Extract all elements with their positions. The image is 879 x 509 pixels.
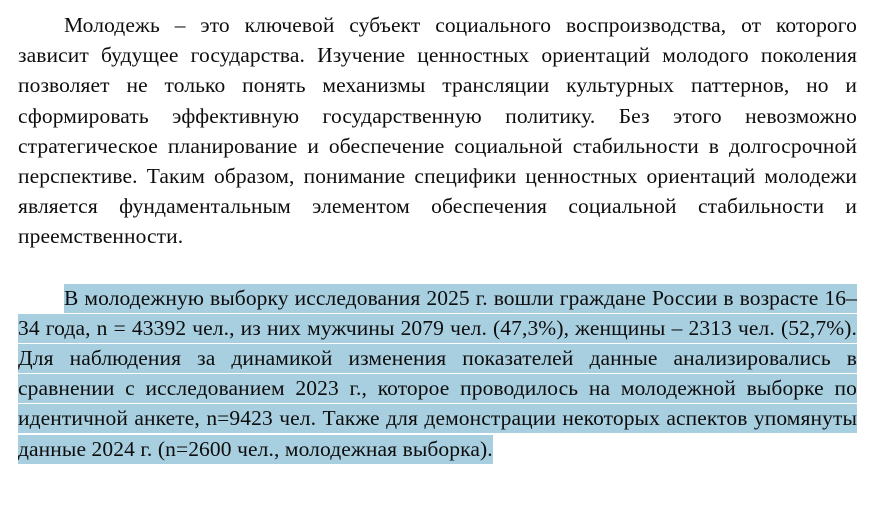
paragraph-text: Молодежь – это ключевой субъект социального воспроизводства, от которого зависит будущее государства. Изучение ценностных ориентаций молодого поколения позволяет не только понять механизмы трансляции культурных паттернов, но и сформировать эффективную государственную политику. Без этого невозможно стратегическое планирование и обеспечение социальной стабильности в долгосрочной перспективе. Таким образом, понимание специфики ценностных ориентаций молодежи является фундаментальным элементом обеспечения социальной стабильности и преемственности. — [18, 13, 857, 249]
paragraph-block-highlighted — [18, 283, 857, 464]
paragraph-block — [18, 10, 857, 252]
highlighted-paragraph-text: В молодежную выборку исследования 2025 г. вошли граждане России в возрасте 16–34 года, n = 43392 чел., из них мужчины 2079 чел. (47,3%), женщины – 2313 чел. (52,7%). Для наблюдения за динамикой изменения показателей данные анализировались в сравнении с исследованием 2023 г., которое проводилось на молодежной выборке по идентичной анкете, n=9423 чел. Также для демонстрации некоторых аспектов упомянуты данные 2024 г. (n=2600 чел., молодежная выборка). — [18, 284, 857, 464]
